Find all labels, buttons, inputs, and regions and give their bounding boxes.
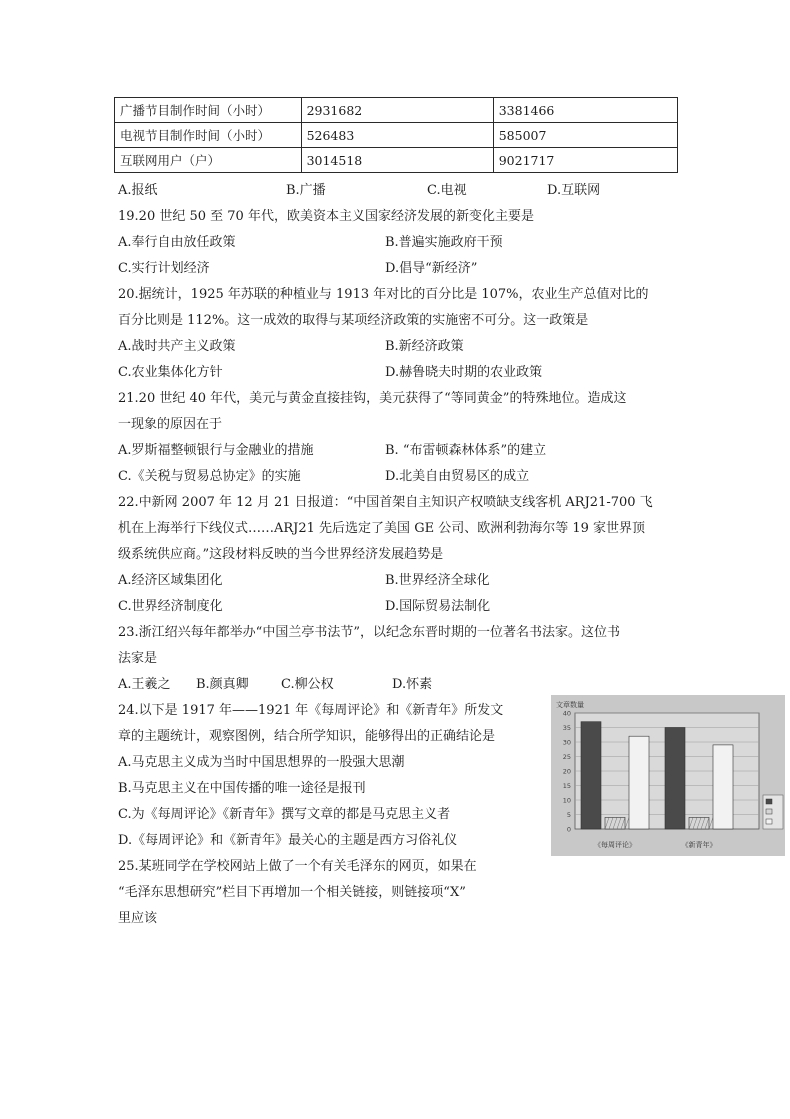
table-row bbox=[115, 148, 678, 173]
y-tick-label: 30 bbox=[562, 738, 571, 747]
legend-swatch bbox=[766, 819, 772, 824]
bar bbox=[665, 728, 685, 830]
q22-stem-line2: 机在上海举行下线仪式……ARJ21 先后选定了美国 GE 公司、欧洲利勃海尔等 19 家世界顶 bbox=[118, 521, 646, 536]
y-tick-label: 0 bbox=[566, 825, 571, 834]
q23-stem-line1: 23.浙江绍兴每年都举办“中国兰亭书法节”，以纪念东晋时期的一位著名书法家。这位书 bbox=[118, 625, 620, 640]
q25-stem-line3: 里应该 bbox=[118, 911, 158, 926]
legend-swatch bbox=[766, 809, 772, 814]
y-tick-label: 25 bbox=[562, 753, 571, 761]
q19-option-d: D.倡导“新经济” bbox=[385, 261, 478, 276]
legend-swatch bbox=[766, 799, 772, 804]
q24-stem-line1: 24.以下是 1917 年——1921 年《每周评论》和《新青年》所发文 bbox=[118, 703, 504, 718]
q18-option-c: C.电视 bbox=[427, 183, 467, 198]
chart-svg bbox=[551, 695, 785, 856]
table-cell: 电视节目制作时间（小时） bbox=[115, 123, 302, 148]
q22-option-d: D.国际贸易法制化 bbox=[385, 599, 491, 614]
table-cell: 585007 bbox=[493, 123, 677, 148]
y-tick-label: 20 bbox=[562, 767, 571, 776]
q23-option-b: B.颜真卿 bbox=[196, 677, 249, 692]
q24-option-a: A.马克思主义成为当时中国思想界的一股强大思潮 bbox=[118, 755, 405, 770]
q21-option-a: A.罗斯福整顿银行与金融业的措施 bbox=[118, 443, 314, 458]
q23-option-a: A.王羲之 bbox=[118, 677, 171, 692]
q19-stem: 19.20 世纪 50 至 70 年代，欧美资本主义国家经济发展的新变化主要是 bbox=[118, 209, 534, 224]
q21-stem-line1: 21.20 世纪 40 年代，美元与黄金直接挂钩，美元获得了“等同黄金”的特殊地位。造成这 bbox=[118, 391, 627, 406]
q18-option-d: D.互联网 bbox=[547, 183, 601, 198]
x-category-label: 《新青年》 bbox=[681, 841, 717, 849]
bar bbox=[713, 745, 733, 829]
bar bbox=[581, 722, 601, 829]
q23-option-c: C.柳公权 bbox=[281, 677, 334, 692]
table-cell: 广播节目制作时间（小时） bbox=[115, 98, 302, 123]
article-count-bar-chart bbox=[551, 695, 785, 856]
table-cell: 互联网用户（户） bbox=[115, 148, 302, 173]
y-tick-label: 35 bbox=[562, 724, 571, 732]
y-axis-label: 文章数量 bbox=[556, 701, 584, 709]
q24-option-b: B.马克思主义在中国传播的唯一途径是报刊 bbox=[118, 781, 366, 796]
q25-stem-line1: 25.某班同学在学校网站上做了一个有关毛泽东的网页，如果在 bbox=[118, 859, 477, 874]
q19-option-c: C.实行计划经济 bbox=[118, 261, 210, 276]
q24-option-d: D.《每周评论》和《新青年》最关心的主题是西方习俗礼仪 bbox=[118, 833, 458, 848]
y-tick-label: 10 bbox=[562, 796, 571, 805]
q21-option-d: D.北美自由贸易区的成立 bbox=[385, 469, 530, 484]
bar bbox=[629, 736, 649, 829]
y-tick-label: 15 bbox=[562, 782, 571, 790]
x-category-label: 《每周评论》 bbox=[594, 841, 636, 849]
q22-option-a: A.经济区域集团化 bbox=[118, 573, 223, 588]
q24-option-c: C.为《每周评论》《新青年》撰写文章的都是马克思主义者 bbox=[118, 807, 451, 822]
y-tick-label: 40 bbox=[562, 709, 571, 718]
q25-stem-line2: “毛泽东思想研究”栏目下再增加一个相关链接，则链接项“X” bbox=[118, 885, 466, 900]
q24-stem-line2: 章的主题统计，观察图例，结合所学知识，能够得出的正确结论是 bbox=[118, 729, 496, 744]
q22-option-c: C.世界经济制度化 bbox=[118, 599, 223, 614]
table-cell: 526483 bbox=[301, 123, 493, 148]
table-cell: 9021717 bbox=[493, 148, 677, 173]
table-cell: 3014518 bbox=[301, 148, 493, 173]
q20-option-b: B.新经济政策 bbox=[385, 339, 464, 354]
y-tick-label: 5 bbox=[566, 811, 571, 819]
q22-stem-line1: 22.中新网 2007 年 12 月 21 日报道：“中国首架自主知识产权喷缺支线客机 ARJ21-700 飞 bbox=[118, 495, 653, 510]
table-row bbox=[115, 98, 678, 123]
q23-option-d: D.怀素 bbox=[392, 677, 433, 692]
q19-option-b: B.普遍实施政府干预 bbox=[385, 235, 503, 250]
q18-option-b: B.广播 bbox=[286, 183, 326, 198]
table-row bbox=[115, 123, 678, 148]
q19-option-a: A.奉行自由放任政策 bbox=[118, 235, 236, 250]
q22-option-b: B.世界经济全球化 bbox=[385, 573, 490, 588]
table-cell: 3381466 bbox=[493, 98, 677, 123]
q21-option-c: C.《关税与贸易总协定》的实施 bbox=[118, 469, 301, 484]
q21-stem-line2: 一现象的原因在于 bbox=[118, 417, 223, 432]
q20-option-c: C.农业集体化方针 bbox=[118, 365, 223, 380]
q20-option-d: D.赫鲁晓夫时期的农业政策 bbox=[385, 365, 543, 380]
q20-option-a: A.战时共产主义政策 bbox=[118, 339, 236, 354]
q21-option-b: B. “布雷顿森林体系”的建立 bbox=[385, 443, 547, 458]
q18-option-a: A.报纸 bbox=[118, 183, 158, 198]
table-cell: 2931682 bbox=[301, 98, 493, 123]
q20-stem-line2: 百分比则是 112%。这一成效的取得与某项经济政策的实施密不可分。这一政策是 bbox=[118, 313, 589, 328]
media-statistics-table bbox=[114, 97, 678, 173]
q20-stem-line1: 20.据统计，1925 年苏联的种植业与 1913 年对比的百分比是 107%，农业生产总值对比的 bbox=[118, 287, 649, 302]
q22-stem-line3: 级系统供应商。”这段材料反映的当今世界经济发展趋势是 bbox=[118, 547, 444, 562]
q23-stem-line2: 法家是 bbox=[118, 651, 158, 666]
